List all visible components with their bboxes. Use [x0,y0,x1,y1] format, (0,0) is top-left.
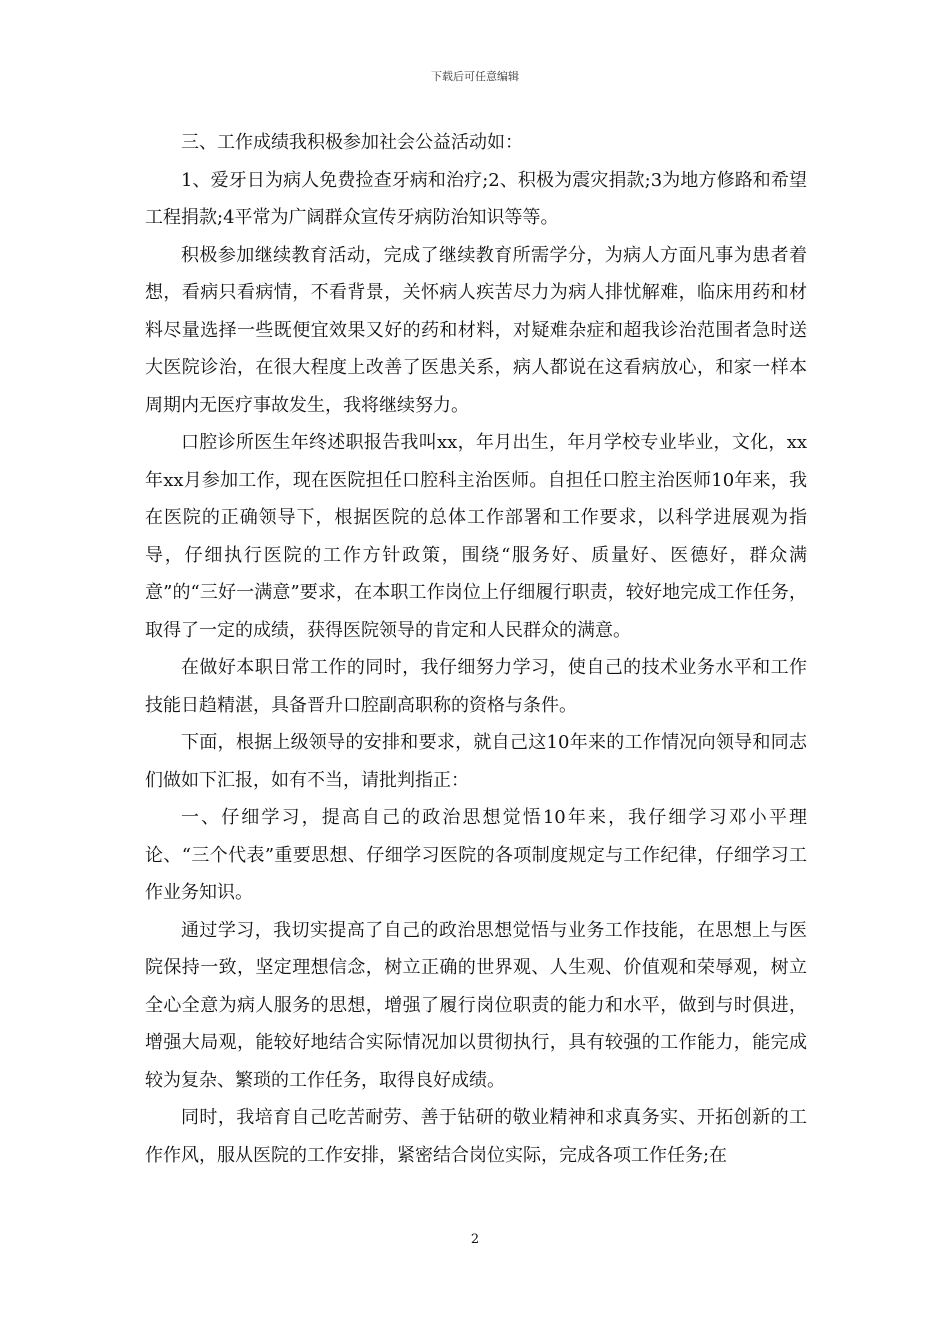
paragraph: 一、仔细学习，提高自己的政治思想觉悟10年来，我仔细学习邓小平理论、“三个代表”重要思想、仔细学习医院的各项制度规定与工作纪律，仔细学习工作业务知识。 [145,807,807,903]
paragraph: 三、工作成绩我积极参加社会公益活动如： [181,132,523,153]
paragraph: 在做好本职日常工作的同时，我仔细努力学习，使自己的技术业务水平和工作技能日趋精湛，具备晋升口腔副高职称的资格与条件。 [145,657,807,716]
paragraph: 同时，我培育自己吃苦耐劳、善于钻研的敬业精神和求真务实、开拓创新的工作作风，服从医院的工作安排，紧密结合岗位实际，完成各项工作任务;在 [145,1107,807,1166]
document-body [145,124,807,1174]
paragraph: 口腔诊所医生年终述职报告我叫xx，年月出生，年月学校专业毕业，文化，xx年xx月参加工作，现在医院担任口腔科主治医师。自担任口腔主治医师10年来，我在医院的正确领导下，根据医院的总体工作部署和工作要求，以科学进展观为指导，仔细执行医院的工作方针政策，围绕“服务好、质量好、医德好，群众满意”的“三好一满意”要求，在本职工作岗位上仔细履行职责，较好地完成工作任务，取得了一定的成绩，获得医院领导的肯定和人民群众的满意。 [145,432,807,641]
paragraph: 通过学习，我切实提高了自己的政治思想觉悟与业务工作技能，在思想上与医院保持一致，坚定理想信念，树立正确的世界观、人生观、价值观和荣辱观，树立全心全意为病人服务的思想，增强了履行岗位职责的能力和水平，做到与时俱进，增强大局观，能较好地结合实际情况加以贯彻执行，具有较强的工作能力，能完成较为复杂、繁琐的工作任务，取得良好成绩。 [145,919,807,1091]
paragraph: 积极参加继续教育活动，完成了继续教育所需学分，为病人方面凡事为患者着想，看病只看病情，不看背景，关怀病人疾苦尽力为病人排忧解难，临床用药和材料尽量选择一些既便宜效果又好的药和材料，对疑难杂症和超我诊治范围者急时送大医院诊治，在很大程度上改善了医患关系，病人都说在这看病放心，和家一样本周期内无医疗事故发生，我将继续努力。 [145,244,807,416]
page-header-note: 下载后可任意编辑 [431,70,519,83]
page-number: 2 [470,1232,480,1247]
paragraph: 1、爱牙日为病人免费捡查牙病和治疗;2、积极为震灾捐款;3为地方修路和希望工程捐款;4平常为广阔群众宣传牙病防治知识等等。 [145,169,807,228]
paragraph: 下面，根据上级领导的安排和要求，就自己这10年来的工作情况向领导和同志们做如下汇报，如有不当，请批判指正： [145,732,807,791]
